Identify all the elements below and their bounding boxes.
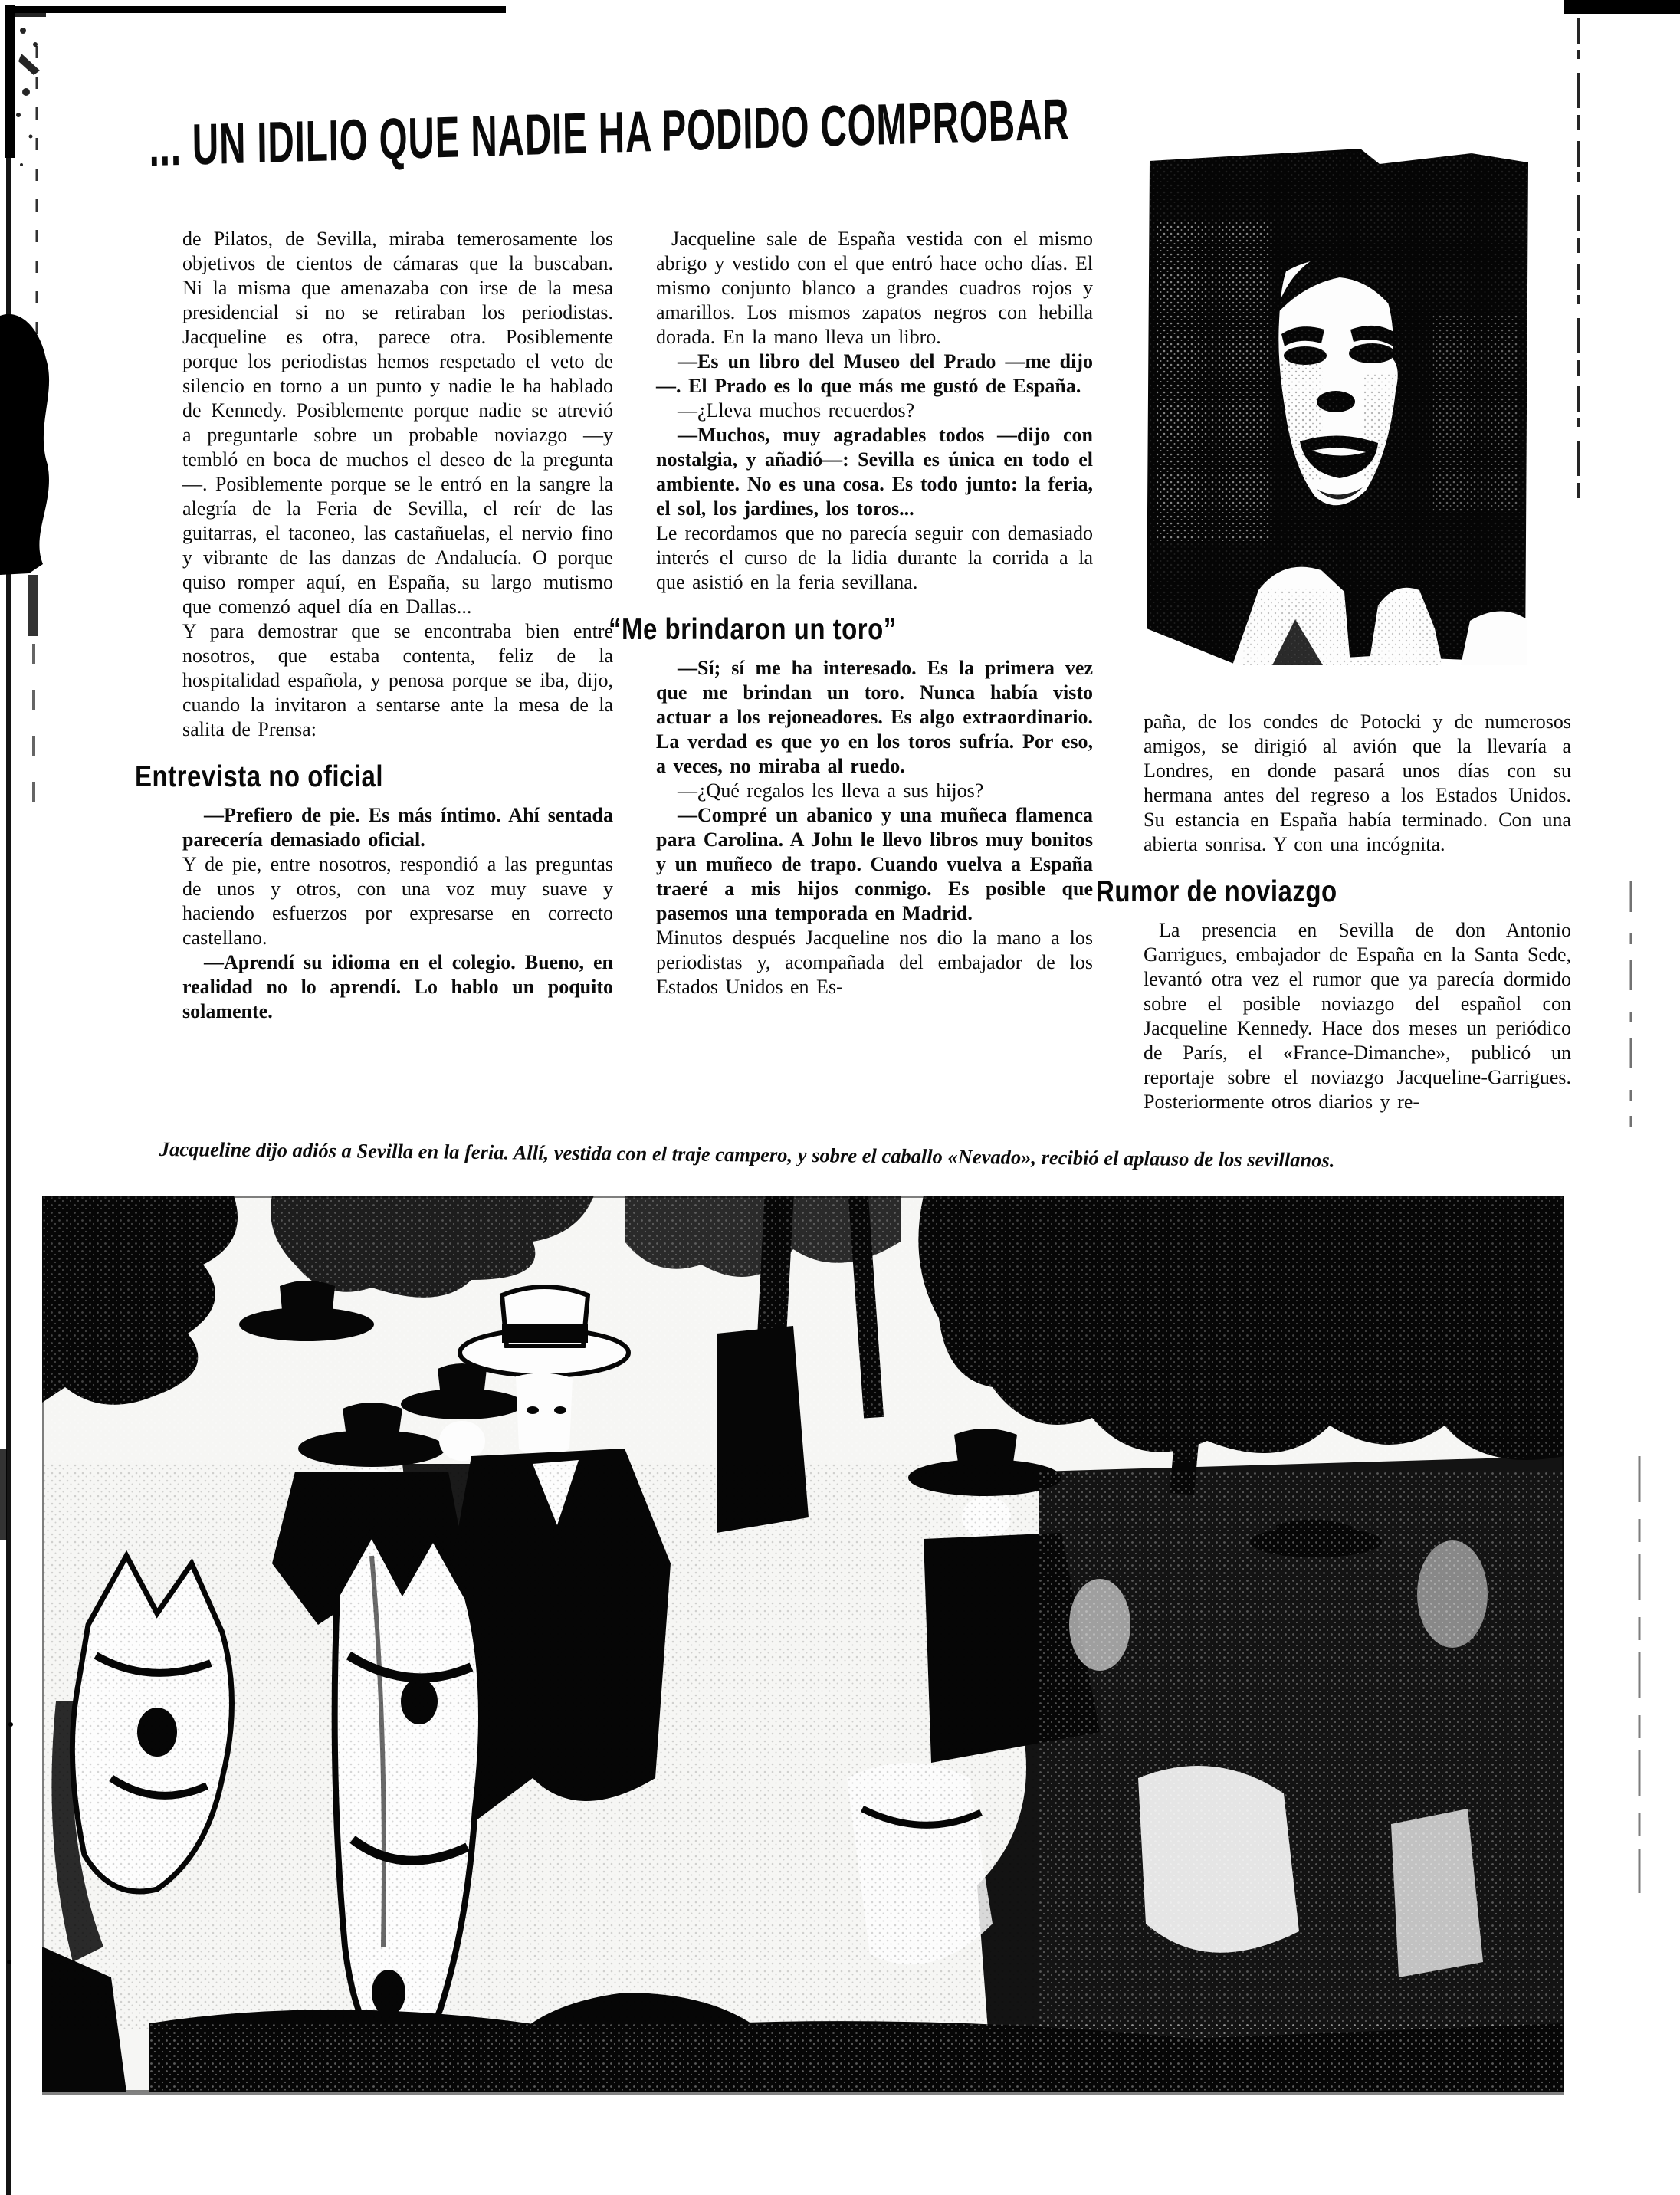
quote-paragraph: —Compré un abanico y una muñeca flamenca para Carolina. A John le llevo libros muy bonitos y un muñeco de trapo. Cuando vuelva a España traeré a mis hijos conmigo. Es posible que pasemos una temporada en Madrid. <box>656 804 1093 924</box>
portrait-photo <box>1142 129 1536 667</box>
quote-paragraph: —Sí; sí me ha interesado. Es la primera vez que me brindan un toro. Nunca había visto actuar a los rejoneadores. Es algo extraordinario. La verdad es que yo en los toros sufría. Por eso, a veces, no miraba al ruedo. <box>656 657 1093 777</box>
paragraph: paña, de los condes de Potocki y de numerosos amigos, se dirigió al avión que la llevaría a Londres, en donde pasará unos días con su hermana antes del regreso a los Estados Unidos. Su estancia en España había terminado. Con una abierta sonrisa. Y con una incógnita. <box>1144 710 1571 855</box>
scan-ink-blob <box>0 314 49 575</box>
column-3 <box>1096 710 1571 1114</box>
scan-artifact-right-edge <box>1564 0 1680 2195</box>
question-paragraph: —¿Qué regalos les lleva a sus hijos? <box>678 779 984 802</box>
column-2 <box>609 227 1093 999</box>
subhead-rumor-de-noviazgo: Rumor de noviazgo <box>1096 874 1337 908</box>
headline: ... UN IDILIO QUE NADIE HA PODIDO COMPROBAR <box>149 86 1070 179</box>
question-paragraph: —¿Lleva muchos recuerdos? <box>678 399 915 422</box>
paragraph: La presencia en Sevilla de don Antonio Garrigues, embajador de España en la Santa Sede, levantó otra vez el rumor que ya parecía dormido sobre el posible noviazgo del español con Jacqueline Kennedy. Hace dos meses un periódico de París, el «France-Dimanche», publicó un reportaje sobre el noviazgo Jacqueline-Garrigues. Posteriormente otros diarios y re- <box>1144 919 1571 1113</box>
subhead-me-brindaron-un-toro: “Me brindaron un toro” <box>609 612 897 646</box>
scan-noise-top-left <box>15 11 46 166</box>
quote-paragraph: —Prefiero de pie. Es más íntimo. Ahí sentada parecería demasiado oficial. <box>182 804 613 851</box>
quote-paragraph: —Muchos, muy agradables todos —dijo con nostalgia, y añadió—: Sevilla es única en todo el ambiente. No es una cosa. Es todo junto: la feria, el sol, los jardines, los toros... <box>656 424 1093 520</box>
subhead-entrevista-no-oficial: Entrevista no oficial <box>135 759 384 793</box>
paragraph: Y de pie, entre nosotros, respondió a las preguntas de unos y otros, con una voz muy suave y haciendo esfuerzos por expresarse en correcto castellano. <box>182 853 613 949</box>
feria-photo <box>42 1196 1564 2118</box>
paragraph: de Pilatos, de Sevilla, miraba temerosamente los objetivos de cientos de cámaras que la buscaban. Ni la misma que amenazaba con irse de la mesa presidencial si no se retiraban los periodistas. Jacqueline es otra, parece otra. Posiblemente porque los periodistas hemos respetado el veto de silencio en torno a un punto y nadie le ha hablado de Kennedy. Posiblemente porque nadie se atrevió a preguntarle sobre un probable noviazgo —y tembló en boca de muchos el deseo de la pregunta—. Posiblemente porque se le entró en la sangre la alegría de la Feria de Sevilla, el reír de las guitarras, el taconeo, las castañuelas, el nervio fino y vibrante de las danzas de Andalucía. O porque quiso romper aquí, en España, su largo mutismo que comenzó aquel día en Dallas... <box>182 228 613 618</box>
photo-caption: Jacqueline dijo adiós a Sevilla en la feria. Allí, vestida con el traje campero, y sobre el caballo «Nevado», recibió el aplauso de los sevillanos. <box>159 1137 1335 1172</box>
quote-paragraph: —Es un libro del Museo del Prado —me dijo—. El Prado es lo que más me gustó de España. <box>656 350 1093 397</box>
feria-photo-art <box>42 1196 1564 2118</box>
portrait-photo-art <box>1142 129 1536 667</box>
paragraph: Jacqueline sale de España vestida con el mismo abrigo y vestido con el que entró hace ocho días. El mismo conjunto blanco a grandes cuadros rojos y amarillos. Los mismos zapatos negros con hebilla dorada. En la mano lleva un libro. <box>656 228 1093 348</box>
scan-artifact-top-edge <box>8 6 506 13</box>
paragraph: Minutos después Jacqueline nos dio la mano a los periodistas y, acompañada del embajador de los Estados Unidos en Es- <box>656 927 1093 998</box>
paragraph: Y para demostrar que se encontraba bien entre nosotros, que estaba contenta, feliz de la hospitalidad española, y penosa porque se iba, dijo, cuando la invitaron a sentarse ante la mesa de la salita de Prensa: <box>182 620 613 740</box>
column-1 <box>135 227 613 1024</box>
paragraph: Le recordamos que no parecía seguir con demasiado interés el curso de la lidia durante la corrida a la que asistió en la feria sevillana. <box>656 522 1093 593</box>
quote-paragraph: —Aprendí su idioma en el colegio. Bueno, en realidad no lo aprendí. Lo hablo un poquito solamente. <box>182 951 613 1022</box>
